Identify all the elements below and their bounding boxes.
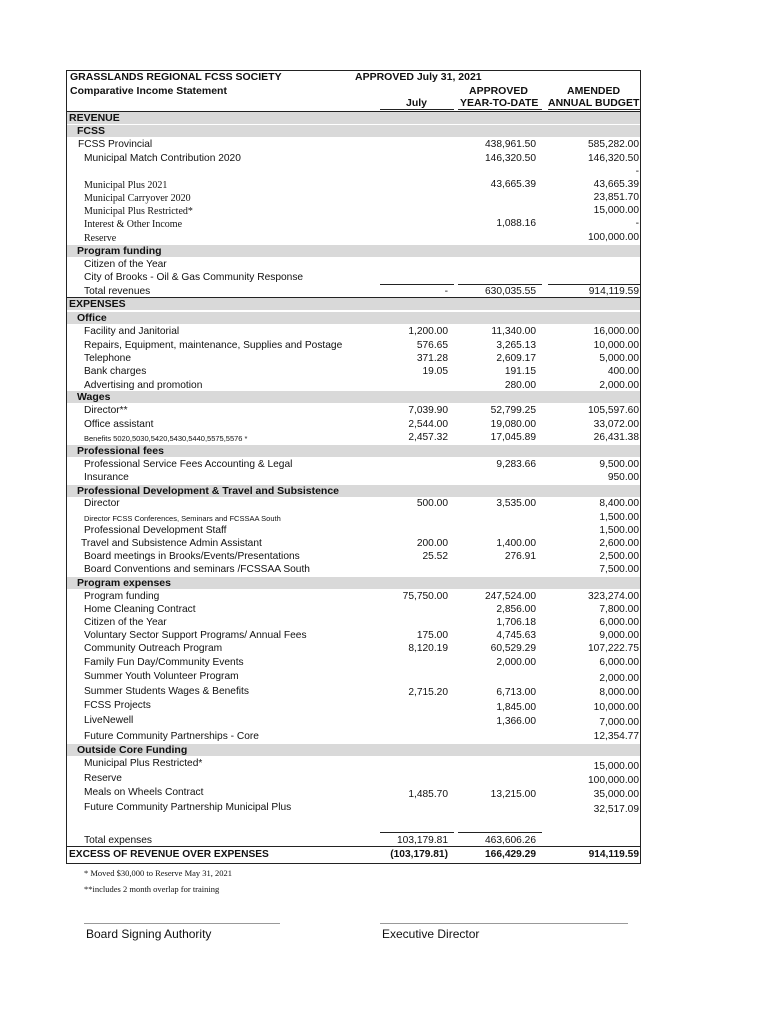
row-amended: 107,222.75 (588, 643, 639, 654)
col-header-annual-budget: ANNUAL BUDGET (548, 97, 640, 109)
row-july: 25.52 (422, 551, 448, 562)
statement-subtitle: Comparative Income Statement (70, 85, 227, 97)
row-amended: 1,500.00 (599, 525, 639, 536)
row-amended: 2,000.00 (599, 673, 639, 684)
row-ytd: 6,713.00 (496, 687, 536, 698)
row-amended: 400.00 (607, 366, 639, 377)
row-amended: 323,274.00 (588, 591, 639, 602)
row-label: Municipal Plus Restricted* (84, 206, 193, 217)
row-amended: 2,600.00 (599, 538, 639, 549)
row-amended: 7,800.00 (599, 604, 639, 615)
section-program-funding: Program funding (67, 245, 640, 257)
section-expenses: EXPENSES (67, 298, 640, 310)
row-amended: 15,000.00 (593, 761, 639, 772)
row-ytd: 3,535.00 (496, 498, 536, 509)
row-amended: 9,500.00 (599, 459, 639, 470)
section-revenue: REVENUE (67, 112, 640, 124)
row-label: Family Fun Day/Community Events (84, 657, 244, 668)
row-july: 8,120.19 (408, 643, 448, 654)
row-amended: 6,000.00 (599, 617, 639, 628)
row-label: Summer Youth Volunteer Program (84, 671, 239, 682)
row-label: Office assistant (84, 419, 154, 430)
row-label: Program funding (84, 591, 160, 602)
row-ytd: 19,080.00 (490, 419, 536, 430)
section-program-expenses: Program expenses (67, 577, 640, 589)
row-amended: - (635, 166, 639, 177)
total-revenues-amended: 914,119.59 (588, 286, 639, 297)
row-label: Municipal Plus 2021 (84, 180, 168, 191)
col-header-approved: APPROVED (469, 85, 528, 97)
row-july: 500.00 (416, 498, 448, 509)
row-amended: 10,000.00 (593, 340, 639, 351)
row-ytd: 60,529.29 (490, 643, 536, 654)
row-ytd: 280.00 (504, 380, 536, 391)
col-header-july: July (406, 97, 428, 109)
row-ytd: 3,265.13 (496, 340, 536, 351)
row-label: City of Brooks - Oil & Gas Community Response (84, 272, 304, 283)
row-amended: 105,597.60 (588, 405, 639, 416)
signature-line-board (84, 923, 280, 924)
row-ytd: 276.91 (504, 551, 536, 562)
total-expenses-july: 103,179.81 (397, 835, 448, 846)
total-underline (458, 832, 542, 833)
row-ytd: 13,215.00 (490, 789, 536, 800)
row-amended: 8,400.00 (599, 498, 639, 509)
row-ytd: 9,283.66 (496, 459, 536, 470)
col-underline-july (380, 109, 454, 110)
row-ytd: 247,524.00 (485, 591, 536, 602)
row-july: 1,200.00 (408, 326, 448, 337)
row-ytd: 43,665.39 (490, 179, 536, 190)
executive-director: Executive Director (382, 927, 480, 941)
org-name: GRASSLANDS REGIONAL FCSS SOCIETY (70, 71, 282, 83)
row-label: Home Cleaning Contract (84, 604, 196, 615)
row-ytd: 1,400.00 (496, 538, 536, 549)
section-wages: Wages (67, 391, 640, 403)
section-outside-core: Outside Core Funding (67, 744, 640, 756)
row-july: 19.05 (422, 366, 448, 377)
row-amended: 2,500.00 (599, 551, 639, 562)
row-label: FCSS Provincial (78, 139, 153, 150)
row-july: 7,039.90 (408, 405, 448, 416)
row-label: FCSS Projects (84, 700, 151, 711)
approved-date: APPROVED July 31, 2021 (355, 71, 482, 83)
row-july: 200.00 (416, 538, 448, 549)
row-july: 2,544.00 (408, 419, 448, 430)
row-july: 175.00 (416, 630, 448, 641)
row-label: Municipal Carryover 2020 (84, 193, 191, 204)
section-prof-dev: Professional Development & Travel and Subsistence (67, 485, 640, 497)
excess-amended: 914,119.59 (588, 849, 639, 860)
total-underline (548, 284, 640, 285)
row-ytd: 17,045.89 (490, 432, 536, 443)
row-ytd: 1,088.16 (496, 218, 536, 229)
row-label: Director** (84, 405, 128, 416)
row-amended: 10,000.00 (593, 702, 639, 713)
row-amended: 33,072.00 (593, 419, 639, 430)
totals-divider (66, 846, 641, 847)
row-amended: 585,282.00 (588, 139, 639, 150)
total-underline (380, 284, 454, 285)
row-july: 371.28 (416, 353, 448, 364)
row-label: Board Conventions and seminars /FCSSAA South (84, 564, 310, 575)
board-signing-authority: Board Signing Authority (86, 927, 212, 941)
row-ytd: 2,856.00 (496, 604, 536, 615)
row-ytd: 438,961.50 (485, 139, 536, 150)
total-underline (380, 832, 454, 833)
row-july: 1,485.70 (408, 789, 448, 800)
row-label: Summer Students Wages & Benefits (84, 686, 249, 697)
section-office: Office (67, 312, 640, 324)
row-amended: 100,000.00 (588, 232, 639, 243)
total-revenues-july: - (444, 286, 448, 297)
row-label: Citizen of the Year (84, 259, 167, 270)
row-amended: - (635, 218, 639, 229)
row-ytd: 2,000.00 (496, 657, 536, 668)
row-july: 75,750.00 (402, 591, 448, 602)
row-amended: 35,000.00 (593, 789, 639, 800)
row-amended: 100,000.00 (588, 775, 639, 786)
excess-ytd: 166,429.29 (485, 849, 536, 860)
row-label: Voluntary Sector Support Programs/ Annual Fees (84, 630, 307, 641)
row-label: LiveNewell (84, 715, 134, 726)
total-expenses-label: Total expenses (84, 835, 152, 846)
footnote-overlap: **includes 2 month overlap for training (84, 884, 220, 894)
row-amended: 1,500.00 (599, 512, 639, 523)
row-amended: 6,000.00 (599, 657, 639, 668)
row-amended: 7,500.00 (599, 564, 639, 575)
total-expenses-ytd: 463,606.26 (485, 835, 536, 846)
total-revenues-ytd: 630,035.55 (485, 286, 536, 297)
row-label: Reserve (84, 773, 122, 784)
revenue-divider (66, 297, 641, 298)
row-july: 576.65 (416, 340, 448, 351)
row-july: 2,457.32 (408, 432, 448, 443)
row-label: Advertising and promotion (84, 380, 203, 391)
row-label: Benefits 5020,5030,5420,5430,5440,5575,5576 * (84, 434, 248, 443)
row-ytd: 2,609.17 (496, 353, 536, 364)
signature-line-director (380, 923, 628, 924)
row-amended: 8,000.00 (599, 687, 639, 698)
excess-label: EXCESS OF REVENUE OVER EXPENSES (69, 849, 269, 860)
footnote-reserve: * Moved $30,000 to Reserve May 31, 2021 (84, 868, 233, 878)
row-label: Reserve (84, 233, 117, 244)
row-amended: 26,431.38 (593, 432, 639, 443)
row-july: 2,715.20 (408, 687, 448, 698)
row-ytd: 1,845.00 (496, 702, 536, 713)
row-amended: 146,320.50 (588, 153, 639, 164)
col-underline-amended (548, 109, 640, 110)
col-header-amended: AMENDED (567, 85, 621, 97)
row-label: Repairs, Equipment, maintenance, Supplies and Postage (84, 340, 343, 351)
row-amended: 950.00 (607, 472, 639, 483)
total-revenues-label: Total revenues (84, 286, 151, 297)
row-label: Citizen of the Year (84, 617, 167, 628)
row-ytd: 52,799.25 (490, 405, 536, 416)
excess-july: (103,179.81) (390, 849, 448, 860)
row-label: Insurance (84, 472, 129, 483)
row-label: Community Outreach Program (84, 643, 223, 654)
total-underline (458, 284, 542, 285)
col-underline-ytd (458, 109, 542, 110)
row-amended: 43,665.39 (593, 179, 639, 190)
row-ytd: 146,320.50 (485, 153, 536, 164)
row-label: Director FCSS Conferences, Seminars and FCSSAA South (84, 514, 281, 523)
row-amended: 15,000.00 (593, 205, 639, 216)
row-label: Municipal Plus Restricted* (84, 758, 203, 769)
col-header-ytd: YEAR-TO-DATE (460, 97, 539, 109)
row-label: Travel and Subsistence Admin Assistant (81, 538, 262, 549)
section-fcss: FCSS (67, 125, 640, 137)
row-label: Future Community Partnership Municipal Plus (84, 802, 292, 813)
row-amended: 7,000.00 (599, 717, 639, 728)
row-ytd: 4,745.63 (496, 630, 536, 641)
row-ytd: 1,706.18 (496, 617, 536, 628)
row-ytd: 1,366.00 (496, 716, 536, 727)
row-amended: 5,000.00 (599, 353, 639, 364)
row-label: Board meetings in Brooks/Events/Presentations (84, 551, 300, 562)
row-amended: 12,354.77 (593, 731, 639, 742)
row-amended: 9,000.00 (599, 630, 639, 641)
row-label: Facility and Janitorial (84, 326, 180, 337)
row-amended: 23,851.70 (593, 192, 639, 203)
section-professional-fees: Professional fees (67, 445, 640, 457)
row-label: Meals on Wheels Contract (84, 787, 204, 798)
row-label: Bank charges (84, 366, 147, 377)
row-amended: 32,517.09 (593, 804, 639, 815)
row-label: Telephone (84, 353, 132, 364)
row-amended: 16,000.00 (593, 326, 639, 337)
row-ytd: 191.15 (504, 366, 536, 377)
row-label: Professional Service Fees Accounting & Legal (84, 459, 293, 470)
row-label: Municipal Match Contribution 2020 (84, 153, 241, 164)
row-label: Director (84, 498, 120, 509)
row-ytd: 11,340.00 (491, 326, 536, 337)
row-amended: 2,000.00 (599, 380, 639, 391)
row-label: Professional Development Staff (84, 525, 227, 536)
row-label: Future Community Partnerships - Core (84, 731, 259, 742)
row-label: Interest & Other Income (84, 219, 183, 230)
